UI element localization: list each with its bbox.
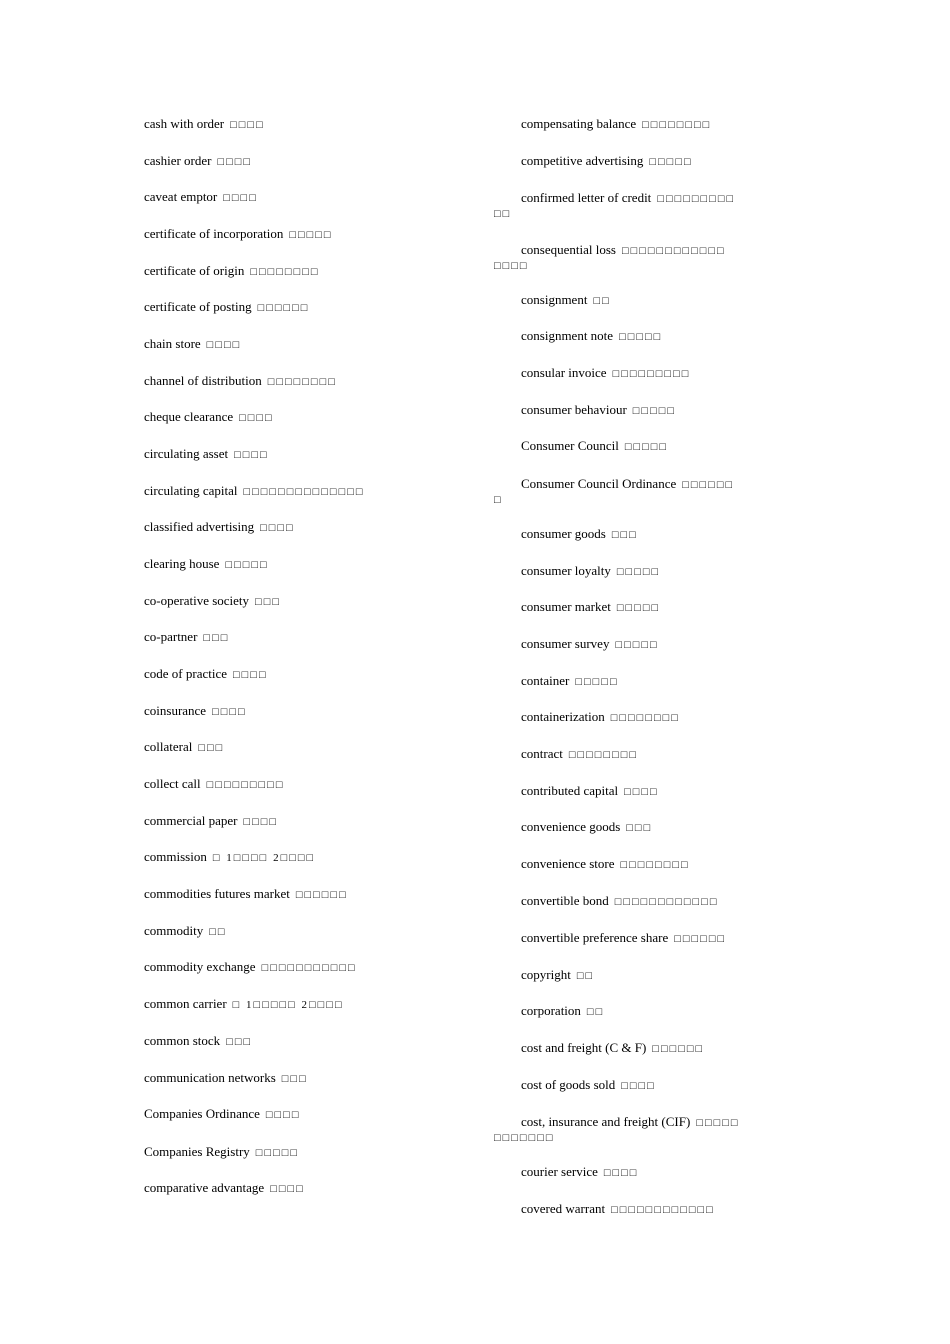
entry-term: consequential loss: [521, 242, 616, 257]
glossary-entry: [521, 710, 680, 725]
entry-translation: □□□: [281, 1073, 308, 1085]
entry-translation: □□□□: [234, 449, 269, 461]
entry-translation: □□□□□□□□□□□□: [614, 896, 719, 908]
entry-translation: □ 1□□□□□ 2□□□□: [232, 999, 344, 1011]
entry-translation: □□□□: [230, 119, 265, 131]
glossary-entry: [144, 960, 357, 975]
entry-term: communication networks: [144, 1070, 276, 1085]
glossary-entry: [521, 293, 611, 308]
glossary-entry: [521, 1004, 604, 1019]
entry-translation: □□□: [611, 529, 638, 541]
entry-term: consular invoice: [521, 365, 607, 380]
glossary-entry: [144, 594, 281, 609]
glossary-entry: [144, 410, 274, 425]
entry-term: commodity exchange: [144, 959, 256, 974]
entry-translation: □□□□□□□□: [568, 749, 639, 761]
entry-translation: □□□□: [603, 1167, 639, 1179]
entry-term: contract: [521, 746, 563, 761]
glossary-entry: [521, 674, 619, 689]
entry-term: certificate of origin: [144, 263, 245, 278]
glossary-entry: [494, 243, 764, 273]
glossary-entry: [521, 1202, 715, 1217]
entry-translation: □□: [586, 1006, 605, 1018]
entry-translation: □□□□: [621, 1080, 656, 1092]
entry-term: container: [521, 673, 570, 688]
entry-translation: □□□□: [239, 412, 274, 424]
entry-term: commodities futures market: [144, 886, 290, 901]
entry-term: consumer loyalty: [521, 563, 611, 578]
entry-translation: □□□□□: [619, 331, 663, 343]
entry-term: cash with order: [144, 116, 225, 131]
entry-translation: □□□□: [233, 669, 268, 681]
entry-translation: □□□□□□□□: [250, 266, 320, 278]
glossary-entry: [521, 1165, 638, 1180]
entry-translation: □□□□□□: [257, 302, 310, 314]
entry-translation: □□□□□□□□: [267, 376, 337, 388]
entry-term: consumer market: [521, 599, 611, 614]
entry-translation: □□□□□: [225, 559, 269, 571]
entry-translation-continued: □□□□□□□: [494, 1132, 555, 1144]
glossary-entry: [144, 887, 348, 902]
entry-term: competitive advertising: [521, 153, 644, 168]
glossary-entry: [521, 747, 638, 762]
glossary-entry: [521, 857, 690, 872]
entry-translation: □□□□□: [616, 566, 661, 578]
entry-translation: □□□: [198, 742, 225, 754]
entry-term: consumer goods: [521, 526, 606, 541]
glossary-entry: [144, 1107, 300, 1122]
glossary-entry: [521, 117, 711, 132]
glossary-entry: [144, 154, 252, 169]
entry-translation: □□□□□□□□□: [206, 779, 285, 791]
glossary-entry: [521, 968, 594, 983]
glossary-entry: [144, 117, 265, 132]
entry-translation: □□□□□: [624, 441, 669, 453]
entry-term: classified advertising: [144, 519, 255, 534]
glossary-entry: [521, 527, 638, 542]
glossary-entry: [144, 777, 284, 792]
entry-translation: □□□: [203, 632, 230, 644]
entry-term: channel of distribution: [144, 373, 262, 388]
entry-translation: □□□: [226, 1036, 253, 1048]
entry-term: commission: [144, 849, 207, 864]
entry-translation: □□□□: [243, 816, 279, 828]
entry-term: cheque clearance: [144, 409, 234, 424]
entry-term: commodity: [144, 923, 204, 938]
entry-term: cashier order: [144, 153, 212, 168]
entry-translation: □□□□: [260, 522, 295, 534]
entry-translation: □□□□: [265, 1109, 301, 1121]
entry-translation: □□□□□□□□□□□: [261, 962, 357, 974]
glossary-entry: [144, 227, 333, 242]
entry-term: caveat emptor: [144, 189, 218, 204]
glossary-entry: [521, 637, 659, 652]
entry-term: consignment note: [521, 328, 614, 343]
entry-translation-continued: □□: [494, 208, 512, 220]
entry-term: copyright: [521, 967, 571, 982]
glossary-entry: [494, 191, 764, 221]
entry-term: coinsurance: [144, 703, 207, 718]
entry-translation: □□□□: [270, 1183, 305, 1195]
entry-translation: □□□□□□□□: [620, 859, 690, 871]
glossary-entry: [144, 924, 227, 939]
entry-term: chain store: [144, 336, 201, 351]
entry-translation: □□□□: [212, 706, 247, 718]
entry-translation: □□□□□□: [295, 889, 348, 901]
entry-term: cost, insurance and freight (CIF): [521, 1114, 691, 1129]
entry-term: consumer behaviour: [521, 402, 627, 417]
entry-term: convenience goods: [521, 819, 621, 834]
glossary-entry: [144, 850, 315, 865]
entry-term: Consumer Council: [521, 438, 619, 453]
entry-term: circulating capital: [144, 483, 238, 498]
entry-term: collateral: [144, 739, 193, 754]
entry-term: common carrier: [144, 996, 227, 1011]
entry-translation: □□□□□: [632, 405, 677, 417]
entry-term: consignment: [521, 292, 588, 307]
glossary-entry: [144, 1071, 308, 1086]
glossary-entry: [521, 1078, 656, 1093]
entry-term: cost and freight (C & F): [521, 1040, 647, 1055]
entry-translation: □□□□□□: [682, 479, 735, 491]
entry-translation: □□□□□: [696, 1117, 740, 1129]
glossary-entry: [521, 564, 660, 579]
entry-translation: □□□□□□: [652, 1043, 705, 1055]
glossary-entry: [144, 190, 258, 205]
entry-term: Companies Ordinance: [144, 1106, 260, 1121]
entry-term: covered warrant: [521, 1201, 606, 1216]
glossary-entry: [144, 264, 320, 279]
entry-translation: □□□□□: [615, 639, 659, 651]
glossary-entry: [521, 403, 676, 418]
glossary-entry: [144, 337, 241, 352]
entry-translation: □□□□□: [616, 602, 661, 614]
entry-term: common stock: [144, 1033, 221, 1048]
entry-translation: □□□□□: [255, 1147, 300, 1159]
entry-translation-continued: □□□□: [494, 260, 529, 272]
entry-term: contributed capital: [521, 783, 619, 798]
glossary-entry: [494, 477, 764, 507]
entry-term: comparative advantage: [144, 1180, 265, 1195]
glossary-entry: [144, 667, 268, 682]
glossary-entry: [144, 1145, 299, 1160]
entry-translation: □□□□□□□□□□□□□□: [243, 486, 365, 498]
entry-translation: □□: [576, 970, 595, 982]
entry-translation: □□□□□□□□□: [657, 193, 736, 205]
entry-term: courier service: [521, 1164, 598, 1179]
glossary-entry: [144, 557, 269, 572]
entry-translation: □□□□: [223, 192, 258, 204]
glossary-entry: [521, 820, 652, 835]
entry-term: convenience store: [521, 856, 615, 871]
glossary-entry: [144, 630, 229, 645]
entry-translation: □□□□□□: [674, 933, 727, 945]
entry-term: certificate of incorporation: [144, 226, 284, 241]
entry-term: confirmed letter of credit: [521, 190, 652, 205]
entry-translation: □□□□: [206, 339, 242, 351]
glossary-entry: [144, 484, 365, 499]
entry-term: clearing house: [144, 556, 220, 571]
glossary-entry: [521, 154, 693, 169]
entry-translation: □□□□□□□□: [610, 712, 680, 724]
entry-term: convertible preference share: [521, 930, 669, 945]
entry-translation: □□: [209, 926, 227, 938]
glossary-entry: [144, 520, 295, 535]
entry-term: Companies Registry: [144, 1144, 250, 1159]
entry-translation: □□□: [626, 822, 653, 834]
glossary-entry: [144, 704, 247, 719]
entry-translation: □□□□□□□□□□□□: [621, 245, 726, 257]
entry-term: co-partner: [144, 629, 198, 644]
entry-translation-continued: □: [494, 494, 503, 506]
entry-term: compensating balance: [521, 116, 637, 131]
entry-translation: □□□□□: [289, 229, 333, 241]
entry-term: certificate of posting: [144, 299, 252, 314]
entry-translation: □□□□□: [575, 676, 619, 688]
glossary-entry: [144, 740, 224, 755]
entry-translation: □□□□□□□□□: [612, 368, 691, 380]
glossary-entry: [144, 997, 344, 1012]
glossary-entry: [521, 439, 668, 454]
glossary-entry: [521, 894, 718, 909]
glossary-entry: [144, 374, 337, 389]
entry-translation: □□□□□□□□: [642, 119, 712, 131]
entry-translation: □□: [593, 295, 611, 307]
glossary-entry: [144, 814, 278, 829]
entry-translation: □□□□□□□□□□□□: [611, 1204, 715, 1216]
glossary-entry: [144, 1034, 252, 1049]
glossary-entry: [521, 366, 690, 381]
glossary-entry: [521, 931, 726, 946]
entry-term: commercial paper: [144, 813, 238, 828]
entry-term: corporation: [521, 1003, 581, 1018]
entry-term: convertible bond: [521, 893, 609, 908]
entry-translation: □□□: [255, 596, 281, 608]
glossary-entry: [494, 1115, 764, 1145]
glossary-entry: [144, 1181, 305, 1196]
entry-term: circulating asset: [144, 446, 229, 461]
entry-translation: □□□□: [624, 786, 659, 798]
entry-term: containerization: [521, 709, 605, 724]
glossary-entry: [521, 1041, 704, 1056]
entry-term: collect call: [144, 776, 201, 791]
entry-translation: □ 1□□□□ 2□□□□: [212, 852, 316, 864]
glossary-entry: [144, 447, 269, 462]
entry-translation: □□□□: [217, 156, 253, 168]
glossary-entry: [144, 300, 309, 315]
entry-term: Consumer Council Ordinance: [521, 476, 677, 491]
glossary-entry: [521, 329, 662, 344]
glossary-entry: [521, 784, 659, 799]
entry-term: consumer survey: [521, 636, 610, 651]
glossary-entry: [521, 600, 660, 615]
entry-term: code of practice: [144, 666, 228, 681]
entry-term: co-operative society: [144, 593, 250, 608]
entry-term: cost of goods sold: [521, 1077, 616, 1092]
entry-translation: □□□□□: [649, 156, 693, 168]
